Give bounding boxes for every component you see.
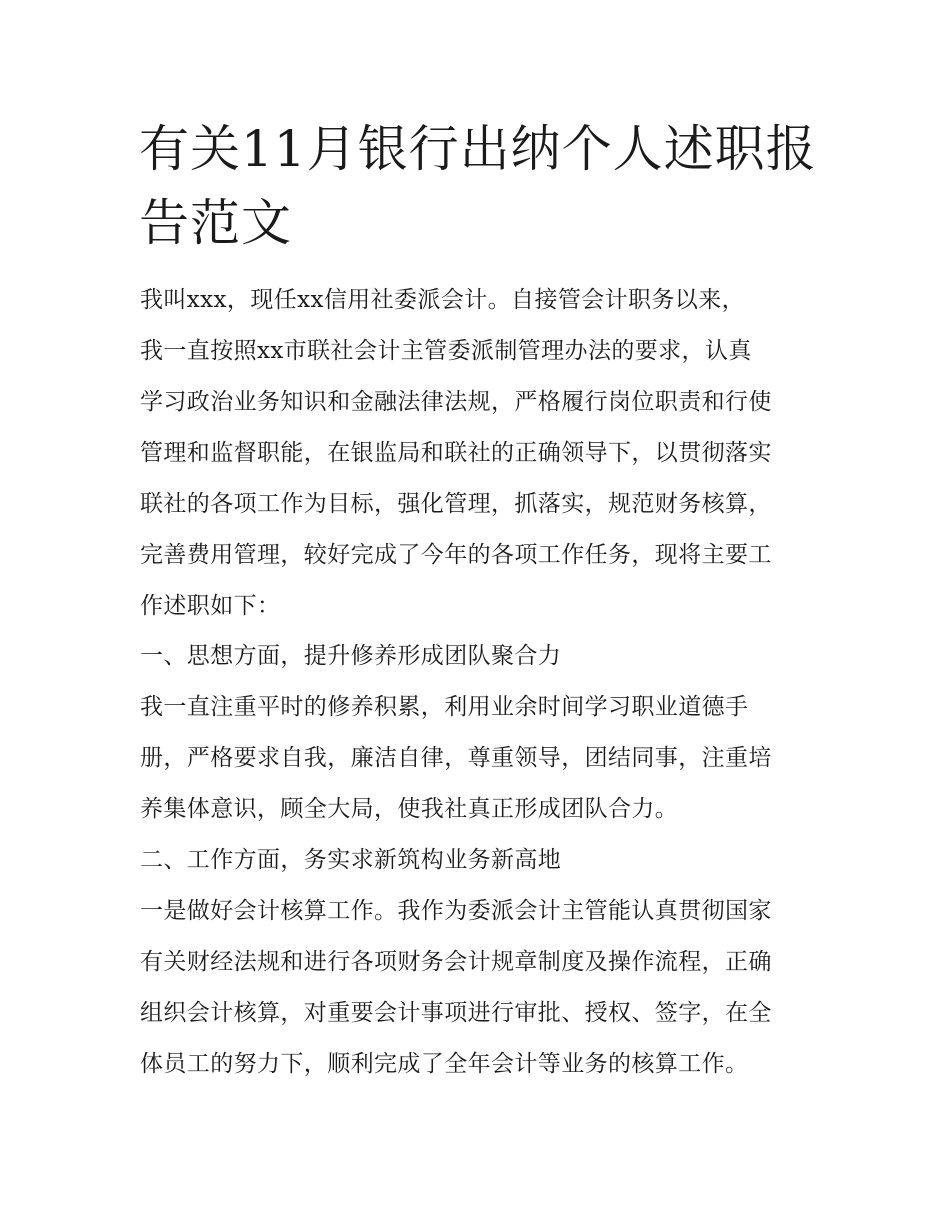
section-heading-1: 一、思想方面，提升修养形成团队聚合力 — [140, 643, 562, 669]
body-line-6: 完善费用管理，较好完成了今年的各项工作任务，现将主要工 — [140, 542, 772, 568]
body-line-11: 一是做好会计核算工作。我作为委派会计主管能认真贯彻国家 — [140, 898, 772, 924]
body-line-9: 册，严格要求自我，廉洁自律，尊重领导，团结同事，注重培 — [140, 745, 772, 771]
body-line-10: 养集体意识，顾全大局，使我社真正形成团队合力。 — [140, 796, 679, 822]
body-line-7: 作述职如下： — [140, 593, 281, 619]
body-line-2: 我一直按照xx市联社会计主管委派制管理办法的要求，认真 — [140, 338, 752, 364]
body-line-8: 我一直注重平时的修养积累，利用业余时间学习职业道德手 — [140, 694, 749, 720]
title-line-1: 有关11月银行出纳个人述职报 — [139, 120, 817, 178]
section-heading-2: 二、工作方面，务实求新筑构业务新高地 — [140, 847, 562, 873]
body-line-14: 体员工的努力下，顺利完成了全年会计等业务的核算工作。 — [140, 1051, 749, 1077]
body-line-4: 管理和监督职能，在银监局和联社的正确领导下，以贯彻落实 — [140, 440, 772, 466]
body-line-1: 我叫xxx，现任xx信用社委派会计。自接管会计职务以来， — [140, 287, 746, 313]
title-line-2: 告范文 — [139, 194, 292, 252]
body-line-13: 组织会计核算，对重要会计事项进行审批、授权、签字，在全 — [140, 1000, 772, 1026]
body-line-5: 联社的各项工作为目标，强化管理，抓落实，规范财务核算， — [140, 491, 772, 517]
body-line-12: 有关财经法规和进行各项财务会计规章制度及操作流程，正确 — [140, 949, 772, 975]
body-line-3: 学习政治业务知识和金融法律法规，严格履行岗位职责和行使 — [140, 389, 772, 415]
document-title — [139, 112, 829, 260]
